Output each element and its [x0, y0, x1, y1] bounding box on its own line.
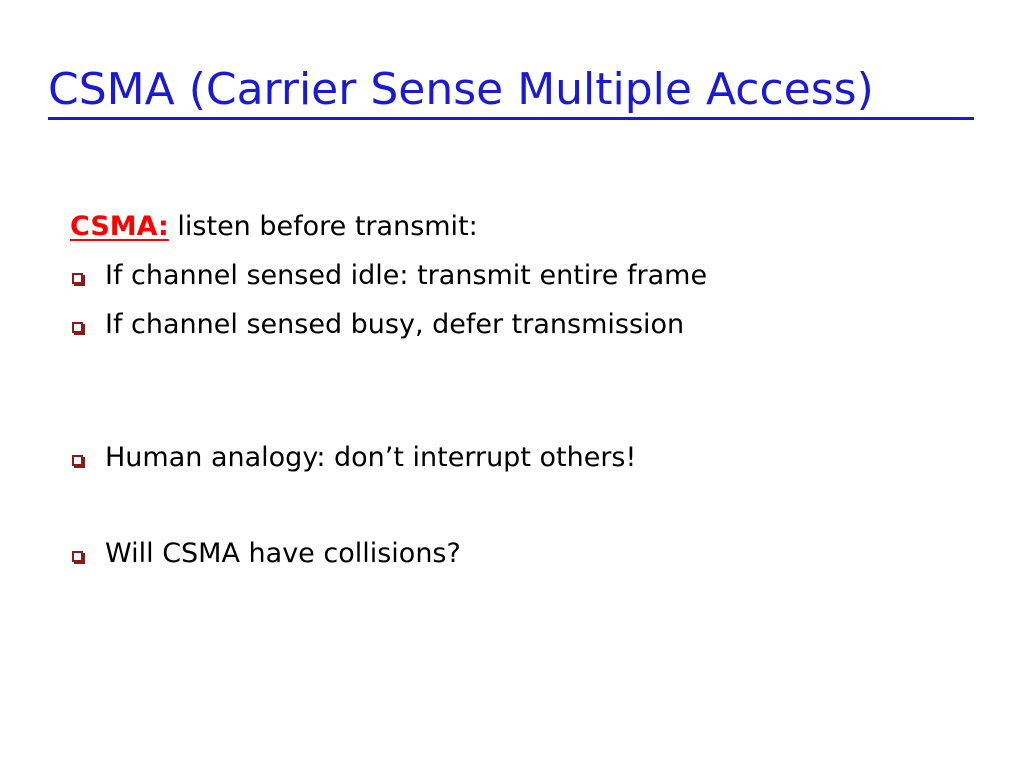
bullet-text: Human analogy: don’t interrupt others! [105, 442, 637, 473]
bullet-item [72, 308, 684, 342]
lead-text: listen before transmit: [168, 211, 478, 242]
bullet-text: Will CSMA have collisions? [105, 538, 461, 569]
square-bullet-icon [72, 455, 83, 466]
bullet-item [72, 441, 636, 475]
title-underline [48, 117, 974, 120]
bullet-item [72, 537, 461, 571]
slide-title: CSMA (Carrier Sense Multiple Access) [48, 64, 874, 115]
square-bullet-icon [72, 273, 83, 284]
csma-term: CSMA: [70, 211, 169, 242]
lead-line [70, 210, 478, 244]
bullet-text: If channel sensed idle: transmit entire frame [105, 260, 708, 291]
bullet-item [72, 259, 707, 293]
bullet-text: If channel sensed busy, defer transmission [105, 309, 685, 340]
square-bullet-icon [72, 551, 83, 562]
square-bullet-icon [72, 322, 83, 333]
